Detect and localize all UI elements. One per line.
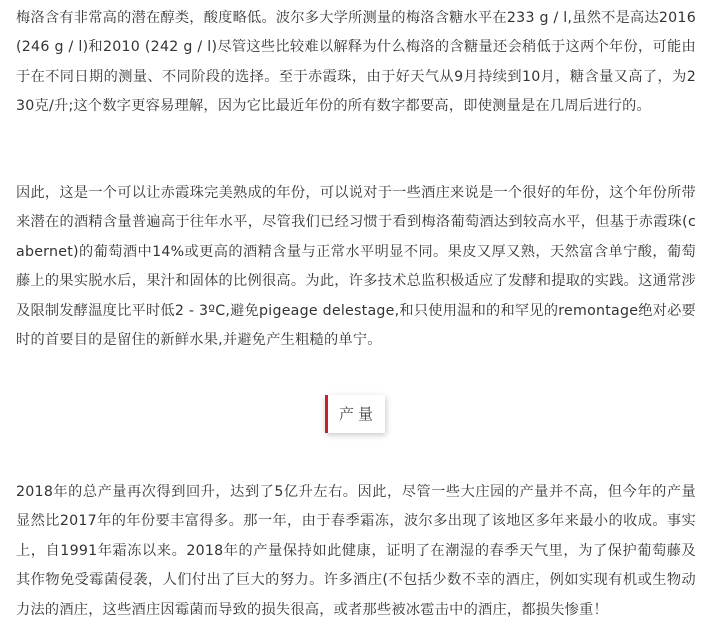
section-heading-label: 产量 — [338, 405, 377, 423]
paragraph-vintage-quality: 因此，这是一个可以让赤霞珠完美熟成的年份，可以说对于一些酒庄来说是一个很好的年份，这个年份所带来潜在的酒精含量普遍高于往年水平，尽管我们已经习惯于看到梅洛葡萄酒达到较高水平，但基于赤霞珠(cabernet)的葡萄酒中14%或更高的酒精含量与正常水平明显不同。果皮又厚又熟，天然富含单宁酸，葡萄藤上的果实脱水后，果汁和固体的比例很高。为此，许多技术总监积极适应了发酵和提取的实践。这通常涉及限制发酵温度比平时低2 - 3ºC,避免pigeage delestage,和只使用温和的和罕见的remontage绝对必要时的首要目的是留住的新鲜水果,并避免产生粗糙的单宁。 — [16, 185, 696, 349]
section-heading-production — [325, 395, 385, 433]
paragraph-sugar-levels: 梅洛含有非常高的潜在醇类，酸度略低。波尔多大学所测量的梅洛含糖水平在233 g / l,虽然不是高达2016 (246 g / l)和2010 (242 g / l)尽管这些比较难以解释为什么梅洛的含糖量还会稍低于这两个年份，可能由于在不同日期的测量、不同阶段的选择。至于赤霞珠，由于好天气从9月持续到10月，糖含量又高了，为230克/升;这个数字更容易理解，因为它比最近年份的所有数字都要高，即使测量是在几周后进行的。 — [16, 10, 697, 115]
paragraph-production-volume: 2018年的总产量再次得到回升，达到了5亿升左右。因此，尽管一些大庄园的产量并不高，但今年的产量显然比2017年的年份要丰富得多。那一年，由于春季霜冻，波尔多出现了该地区多年来最小的收成。事实上，自1991年霜冻以来。2018年的产量保持如此健康，证明了在潮湿的春季天气里，为了保护葡萄藤及其作物免受霉菌侵袭，人们付出了巨大的努力。许多酒庄(不包括少数不幸的酒庄，例如实现有机或生物动力法的酒庄，这些酒庄因霉菌而导致的损失很高，或者那些被冰雹击中的酒庄，都损失惨重！ — [16, 484, 696, 618]
